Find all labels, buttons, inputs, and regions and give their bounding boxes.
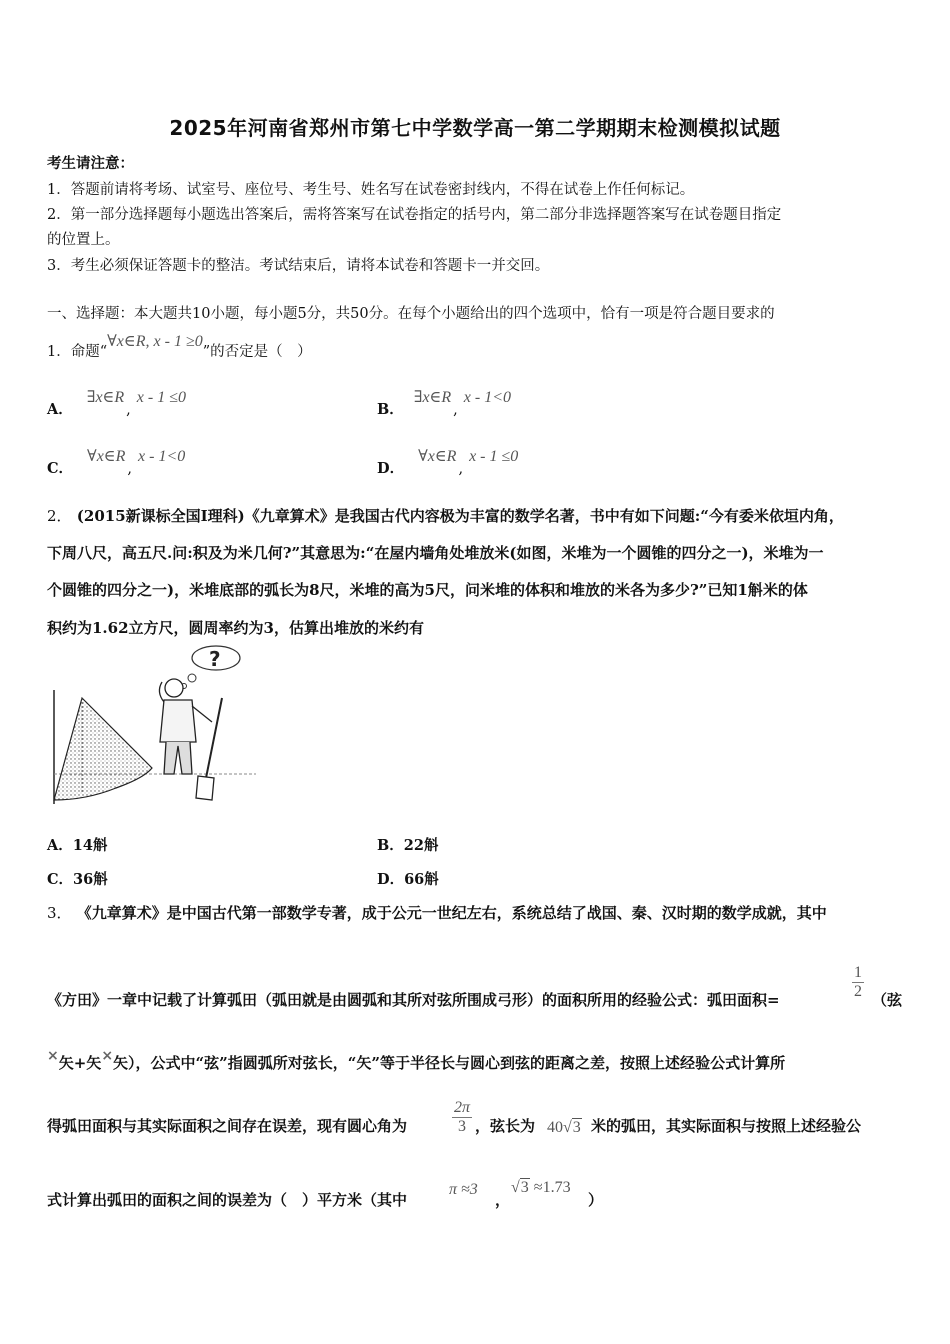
person-body — [160, 700, 196, 742]
q3-text-1: 《九章算术》是中国古代第一部数学专著，成于公元一世纪左右，系统总结了战国、秦、汉时期的数学成就，其中 — [76, 904, 827, 922]
q1-option-d-ineq: x - 1 ≤0 — [469, 448, 519, 465]
q3-text-2a: 《方田》一章中记载了计算弧田（弧田就是由圆弧和其所对弦所围成弓形）的面积所用的经验公式：弧田面积= — [47, 991, 780, 1009]
notice-item-2: 2．第一部分选择题每小题选出答案后，需将答案写在试卷指定的括号内，第二部分非选择题答案写在试卷题目指定 — [47, 207, 782, 223]
q1-option-b-ineq: x - 1<0 — [463, 389, 512, 406]
q2-option-b-label: B． — [377, 837, 404, 854]
section-heading: 一、选择题：本大题共10小题，每小题5分，共50分。在每个小题给出的四个选项中，恰有一项是符合题目要求的 — [47, 306, 775, 322]
q1-prefix: 1．命题“ — [47, 344, 108, 360]
q2-option-c[interactable] — [47, 868, 108, 889]
q2-number: 2． — [47, 507, 72, 525]
q3-text-4b: ，弦长为 — [475, 1117, 536, 1135]
q1-option-a-quant: ∃x∈R — [86, 389, 125, 406]
q3-sqrt3-radicand: 3 — [520, 1179, 529, 1196]
question-2-line-2: 下周八尺，高五尺.问:积及为米几何?”其意思为:“在屋内墙角处堆放米(如图，米堆为一个圆锥的四分之一)，米堆为一 — [47, 544, 824, 562]
question-1-stem — [47, 333, 312, 361]
person-legs — [164, 742, 192, 774]
q3-chord-radicand: 3 — [572, 1119, 581, 1136]
q3-sqrt3-value: ≈1.73 — [529, 1179, 571, 1196]
q2-option-c-text: 36斛 — [73, 871, 108, 888]
q1-option-a-ineq: x - 1 ≤0 — [136, 389, 186, 406]
shovel-blade — [196, 776, 214, 800]
q3-comma: ， — [495, 1191, 511, 1209]
question-3-line-3 — [47, 1048, 786, 1073]
q2-option-d[interactable] — [377, 868, 439, 889]
q3-text-3b: 矢），公式中“弦”指圆弧所对弦长，“矢”等于半径长与圆心到弦的距离之差，按照上述经验公式计算所 — [113, 1054, 786, 1072]
question-3-line-1 — [47, 902, 827, 923]
notice-heading: 考生请注意： — [47, 155, 134, 172]
q2-text-1: (2015新课标全国Ⅰ理科)《九章算术》是我国古代内容极为丰富的数学名著，书中有如下问题:“今有委米依垣内角， — [76, 507, 844, 525]
q1-option-a-label: A． — [47, 401, 73, 418]
q1-option-c[interactable] — [47, 448, 186, 478]
q3-pi-approx: π ≈3 — [449, 1181, 478, 1198]
q3-text-3a: 矢+矢 — [58, 1054, 102, 1072]
q1-option-d-quant: ∀x∈R — [418, 448, 457, 465]
q3-half-den: 2 — [854, 983, 862, 1000]
q2-option-d-label: D． — [377, 871, 405, 888]
rice-pile-figure — [46, 642, 262, 810]
q1-option-a-comma: , — [126, 402, 131, 418]
q3-chord-coef: 40 — [547, 1119, 563, 1136]
q3-text-4c: 米的弧田，其实际面积与按照上述经验公 — [591, 1117, 862, 1135]
q1-option-b[interactable] — [377, 389, 512, 419]
q2-option-a[interactable] — [47, 834, 107, 855]
q1-option-c-label: C． — [47, 460, 74, 477]
person-head — [165, 679, 183, 697]
shovel-handle — [206, 698, 222, 778]
q3-number: 3． — [47, 904, 72, 922]
notice-item-1: 1．答题前请将考场、试室号、座位号、考生号、姓名写在试卷密封线内，不得在试卷上作任何标记。 — [47, 182, 695, 198]
person-arm-raised — [159, 682, 164, 702]
q3-text-2b: （弦 — [872, 991, 903, 1009]
q1-option-d-comma: , — [458, 461, 464, 477]
q3-angle-num: 2π — [454, 1099, 471, 1116]
person-arm — [192, 706, 212, 722]
q1-option-c-quant: ∀x∈R — [87, 448, 126, 465]
q2-option-a-label: A． — [47, 837, 73, 854]
q2-option-b-text: 22斛 — [403, 837, 439, 854]
q2-option-d-text: 66斛 — [404, 871, 439, 888]
q2-option-c-label: C． — [47, 871, 74, 888]
notice-item-3: 3．考生必须保证答题卡的整洁。考试结束后，请将本试卷和答题卡一并交回。 — [47, 258, 550, 274]
page-title: 2025年河南省郑州市第七中学数学高一第二学期期末检测模拟试题 — [169, 116, 781, 140]
q1-formula: ∀x∈R, x - 1 ≥0 — [107, 333, 203, 350]
q3-angle-fraction — [452, 1099, 472, 1136]
q1-option-d-label: D． — [377, 460, 405, 477]
notice-item-2-cont: 的位置上。 — [47, 232, 120, 248]
q2-option-b[interactable] — [377, 834, 438, 855]
q3-angle-den: 3 — [458, 1118, 466, 1135]
q1-option-a[interactable] — [47, 389, 186, 419]
q1-option-c-comma: , — [127, 461, 133, 477]
question-3-line-5: 式计算出弧田的面积之间的误差为（ ）平方米（其中 — [47, 1191, 408, 1209]
question-mark: ? — [209, 647, 221, 671]
q3-text-5b: ） — [588, 1191, 604, 1209]
question-3-line-4: 得弧田面积与其实际面积之间存在误差，现有圆心角为 — [47, 1117, 408, 1135]
question-3-line-2 — [47, 989, 780, 1010]
q1-option-c-ineq: x - 1<0 — [138, 448, 186, 465]
rice-cone — [54, 698, 152, 800]
q3-chord-length: 40√3 — [547, 1119, 581, 1136]
q3-sqrt3: √3 ≈1.73 — [511, 1179, 571, 1196]
times-icon-2: × — [101, 1048, 114, 1064]
q1-option-b-quant: ∃x∈R — [413, 389, 452, 406]
q1-option-d[interactable] — [377, 448, 519, 478]
times-icon: × — [47, 1048, 59, 1064]
q2-option-a-text: 14斛 — [72, 837, 108, 854]
q1-suffix: ”的否定是（ ） — [202, 344, 312, 360]
q1-option-b-label: B． — [377, 401, 404, 418]
thought-dot-1 — [188, 674, 196, 682]
question-2-line-1 — [47, 505, 844, 526]
question-2-line-4: 积约为1.62立方尺，圆周率约为3，估算出堆放的米约有 — [47, 619, 424, 637]
q3-half-fraction — [852, 964, 864, 1001]
q1-option-b-comma: , — [453, 402, 458, 418]
question-2-line-3: 个圆锥的四分之一)，米堆底部的弧长为8尺，米堆的高为5尺，问米堆的体积和堆放的米各为多少?”已知1斛米的体 — [47, 581, 808, 599]
q3-half-num: 1 — [854, 964, 862, 981]
